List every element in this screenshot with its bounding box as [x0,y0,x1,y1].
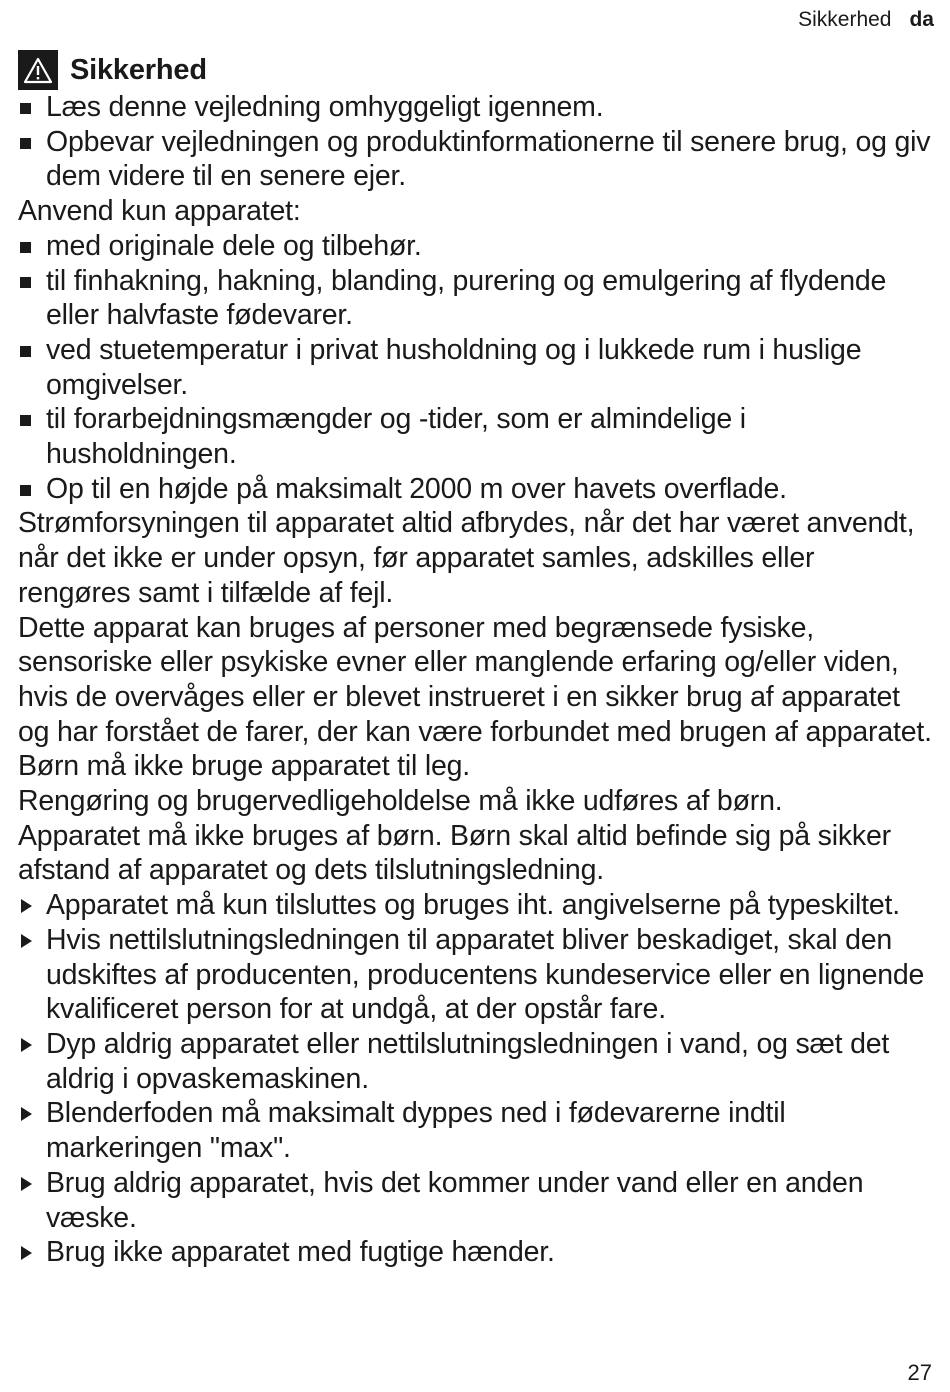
list-item-text: ved stuetemperatur i privat husholdning og i lukkede rum i huslige omgivelser. [46,333,862,401]
list-item-text: Opbevar vejledningen og produktinformationerne til senere brug, og giv dem videre til en senere ejer. [46,125,931,193]
paragraph: Dette apparat kan bruges af personer med begrænsede fysiske, sensoriske eller psykiske evner eller manglende erfaring og/eller viden, hvis de overvåges eller er blevet instrueret i en sikker brug af apparatet og har forstået de farer, der kan være forbundet med brugen af apparatet. [18,611,932,748]
instruction-text: Brug ikke apparatet med fugtige hænder. [46,1236,555,1269]
instruction-text: Blenderfoden må maksimalt dyppes ned i fødevarerne indtil markeringen "max". [46,1097,786,1165]
list-item [18,125,934,194]
list-item-text: med originale dele og tilbehør. [46,229,422,262]
use-heading: Anvend kun apparatet: [18,195,301,228]
header-language: da [909,8,934,31]
square-bullet-icon [20,138,31,149]
triangle-bullet-icon [21,934,32,948]
paragraph: Rengøring og brugervedligeholdelse må ikke udføres af børn. [18,785,783,818]
triangle-bullet-icon [21,899,32,913]
list-item-text: Op til en højde på maksimalt 2000 m over havets overflade. [46,472,787,505]
triangle-bullet-icon [21,1177,32,1191]
list-item-text: til finhakning, hakning, blanding, purering og emulgering af flydende eller halvfaste fødevarer. [46,264,887,332]
paragraph: Børn må ikke bruge apparatet til leg. [18,750,470,783]
square-bullet-icon [20,485,31,496]
instruction-item [18,1235,934,1270]
square-bullet-icon [20,415,31,426]
instruction-text: Brug aldrig apparatet, hvis det kommer under vand eller en anden væske. [46,1166,864,1234]
square-bullet-icon [20,346,31,357]
section-heading [18,50,934,90]
list-item [18,472,934,507]
triangle-bullet-icon [21,1038,32,1052]
instruction-item [18,888,934,923]
list-item [18,90,934,125]
instruction-text: Hvis nettilslutningsledningen til apparatet bliver beskadiget, skal den udskiftes af producenten, producentens kundeservice eller en lignende kvalificeret person for at undgå, at der opstår fare. [46,923,925,1026]
warning-icon [18,50,58,90]
instruction-item [18,1166,934,1235]
square-bullet-icon [20,277,31,288]
paragraph: Strømforsyningen til apparatet altid afbrydes, når det har været anvendt, når det ikke er under opsyn, før apparatet samles, adskilles eller rengøres samt i tilfælde af fejl. [18,507,915,609]
header-section: Sikkerhed [798,8,892,31]
list-item-text: til forarbejdningsmængder og -tider, som er almindelige i husholdningen. [46,403,746,471]
instruction-text: Dyp aldrig apparatet eller nettilslutningsledningen i vand, og sæt det aldrig i opvaskemaskinen. [46,1027,890,1095]
square-bullet-icon [20,103,31,114]
list-item [18,333,934,402]
instruction-item [18,923,934,1027]
triangle-bullet-icon [21,1246,32,1260]
instruction-item [18,1096,934,1165]
instruction-text: Apparatet må kun tilsluttes og bruges iht. angivelserne på typeskiltet. [46,889,900,922]
page-title: Sikkerhed [70,53,207,86]
safety-section [18,50,934,1270]
triangle-bullet-icon [21,1107,32,1121]
running-header [798,6,934,34]
list-item-text: Læs denne vejledning omhyggeligt igennem. [46,91,604,123]
list-item [18,264,934,333]
list-item [18,229,934,264]
page-number: 27 [907,1360,932,1385]
paragraph: Apparatet må ikke bruges af børn. Børn skal altid befinde sig på sikker afstand af apparatet og dets tilslutningsledning. [18,819,891,887]
instruction-item [18,1027,934,1096]
list-item [18,402,934,471]
square-bullet-icon [20,242,31,253]
